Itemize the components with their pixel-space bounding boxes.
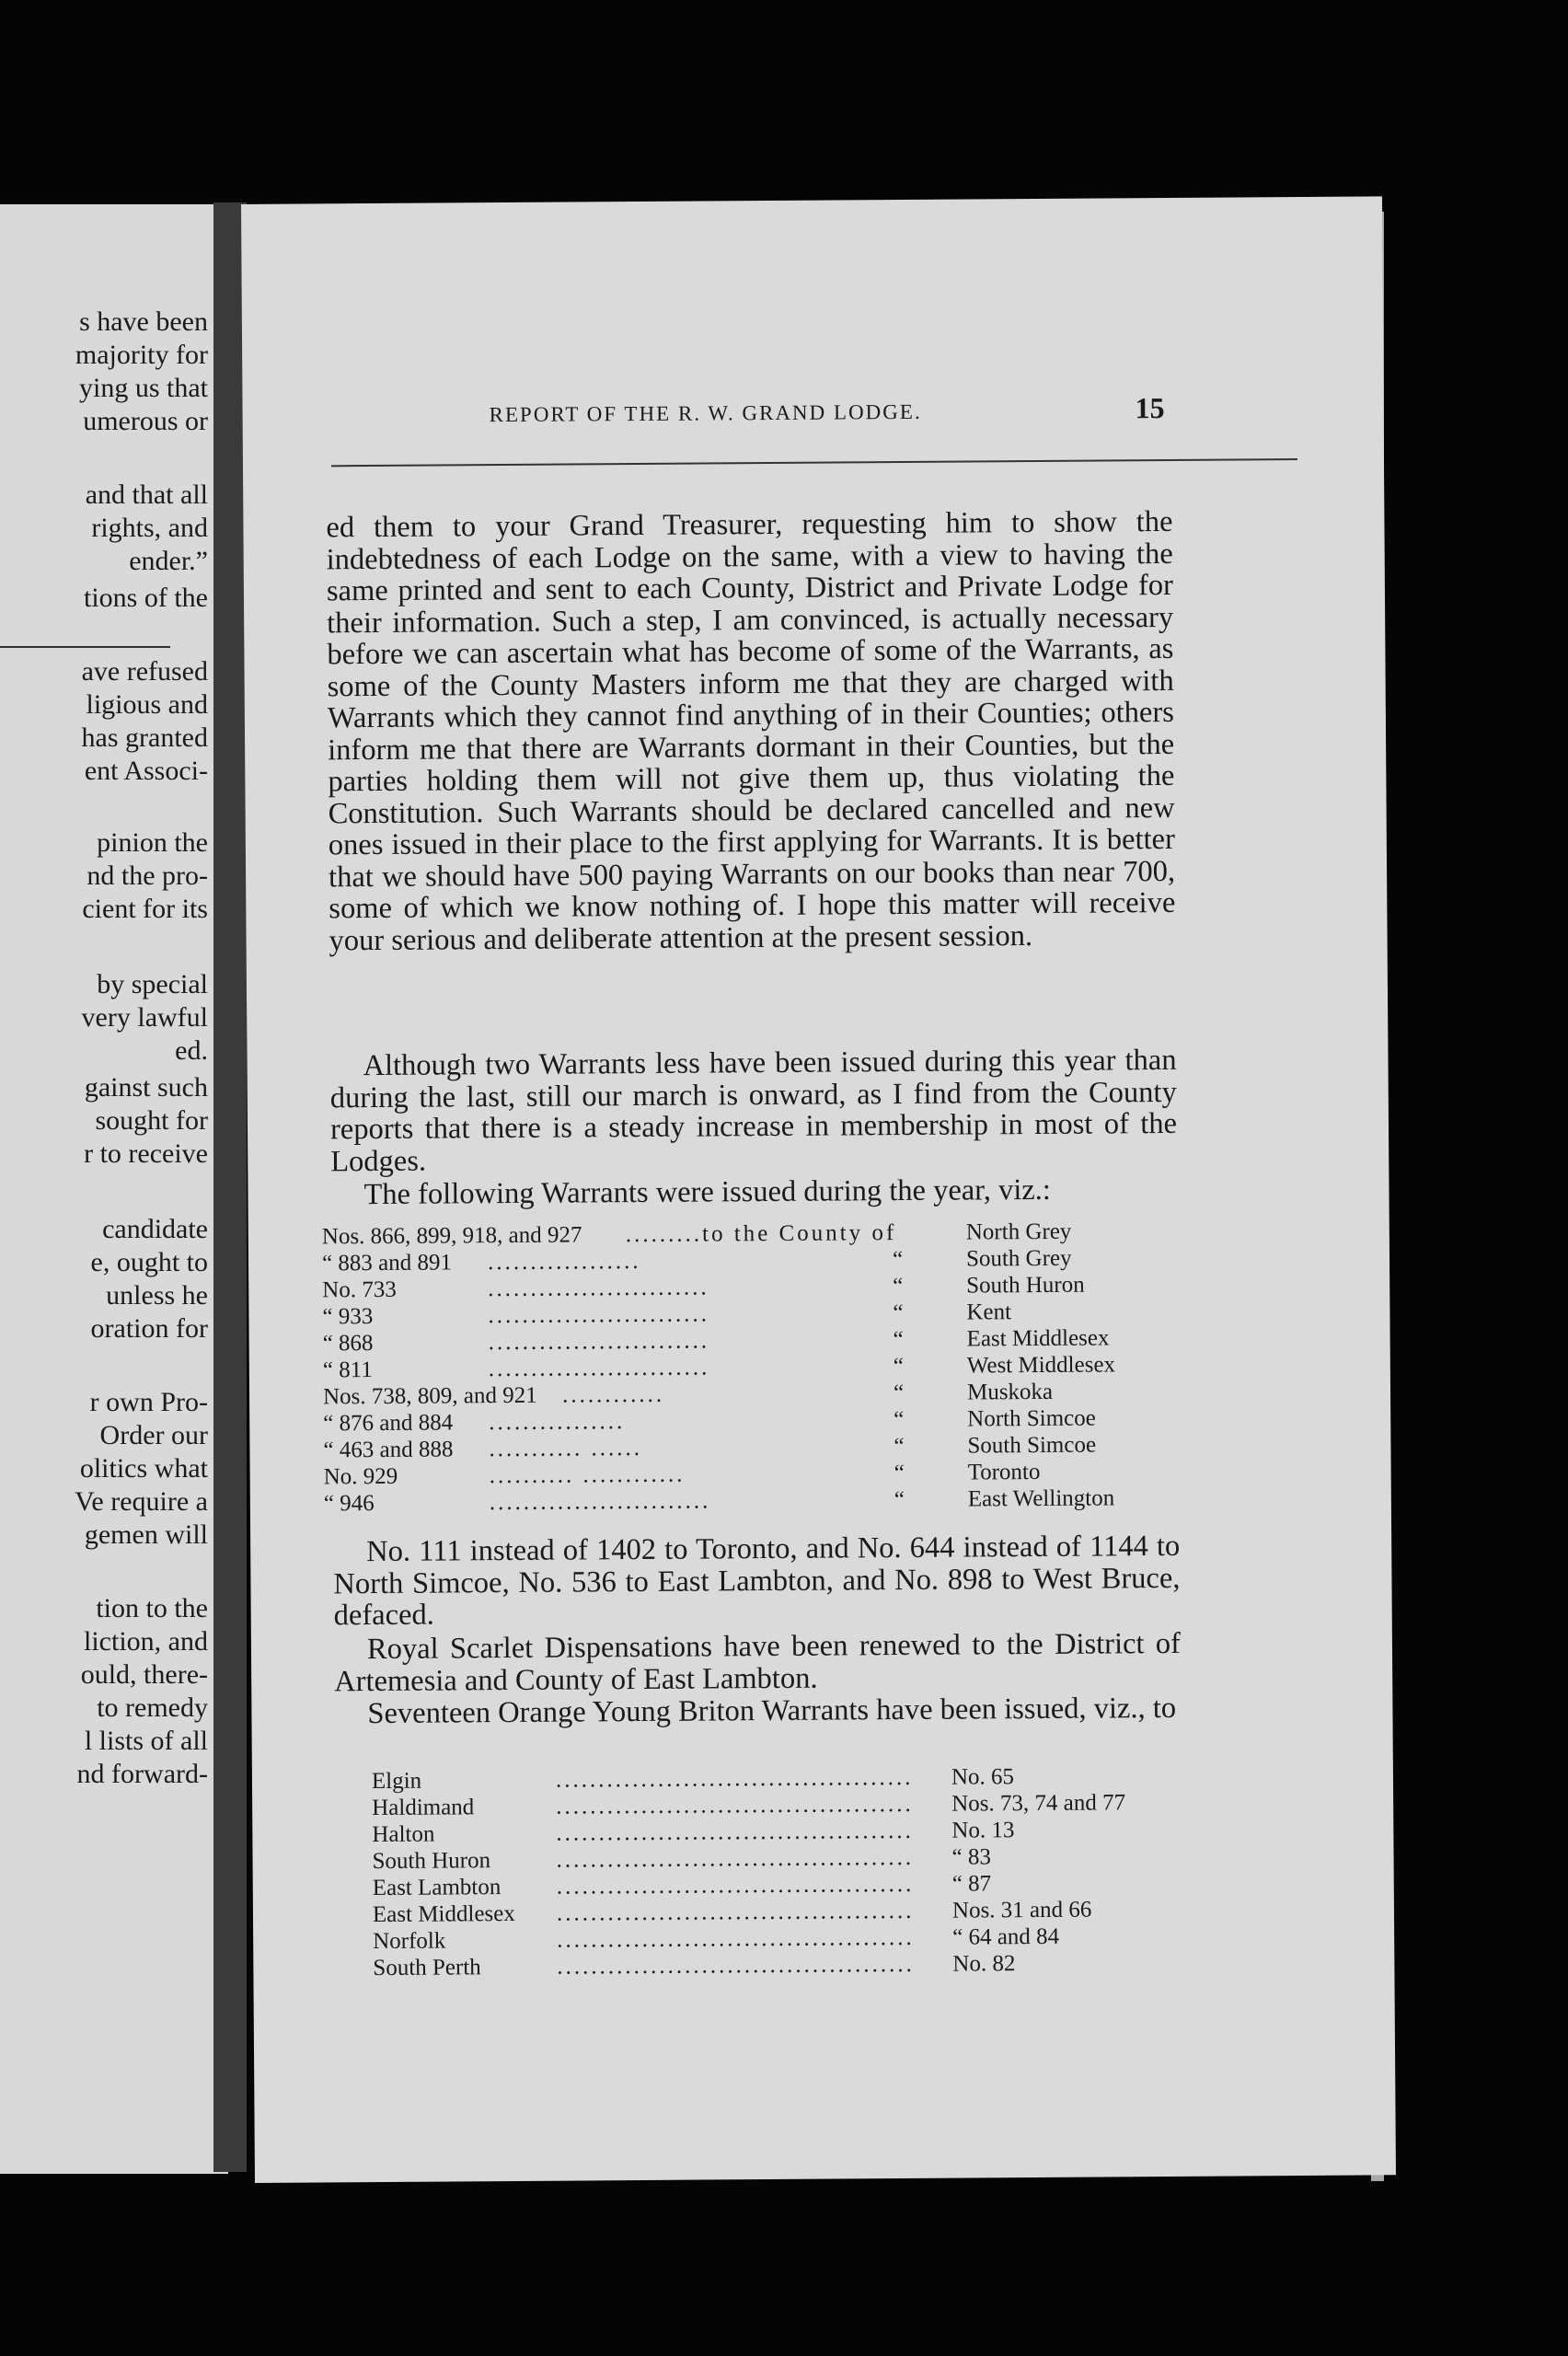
briton-warrant-numbers: “ 64 and 84 [952, 1923, 1060, 1950]
left-page-line: ender.” [129, 546, 208, 576]
paragraph-royal-scarlet: Royal Scarlet Dispensations have been renewed to the District of Artemesia and County of East Lambton. [334, 1626, 1182, 1698]
dot-leader: ................ [489, 1409, 626, 1436]
county-name: North Simcoe [967, 1405, 1096, 1432]
dot-leader: ........... ...... [489, 1435, 643, 1462]
county-name: Kent [966, 1299, 1012, 1325]
briton-warrant-numbers: No. 65 [951, 1764, 1015, 1790]
left-page-line: unless he [106, 1280, 208, 1311]
left-page-line: r own Pro- [89, 1387, 208, 1417]
left-page-line: ent Associ- [84, 756, 208, 786]
paragraph-young-briton: Seventeen Orange Young Briton Warrants have been issued, viz., to [367, 1691, 1177, 1731]
left-page-line: umerous or [83, 406, 208, 436]
left-page-line: nd the pro- [86, 860, 208, 891]
left-page-line: ave refused [81, 656, 208, 687]
left-page-line: oration for [90, 1313, 208, 1344]
briton-warrant-numbers: “ 87 [951, 1871, 992, 1897]
county-name: South Huron [966, 1272, 1085, 1299]
dot-leader: .......................... [489, 1488, 711, 1516]
left-page-line: pinion the [97, 827, 208, 858]
left-page-line: very lawful [81, 1002, 208, 1033]
left-page-line: liction, and [84, 1626, 208, 1657]
paragraph-warrants-intro: The following Warrants were issued during the year, viz.: [363, 1172, 1051, 1212]
warrant-numbers: Nos. 738, 809, and 921 [322, 1382, 537, 1410]
young-briton-table [372, 1762, 1202, 1981]
dot-leader: .......................................... [557, 1951, 915, 1980]
warrant-numbers: “ 868 [322, 1331, 374, 1357]
warrant-numbers: “ 946 [323, 1491, 375, 1517]
paragraph-warrants-less: Although two Warrants less have been issued during this year than during the last, still our march is onward, as I find from the County reports that there is a steady increase in membership in most of the Lodges. [329, 1043, 1178, 1178]
left-page-line: ying us that [79, 373, 208, 403]
briton-warrant-numbers: “ 83 [951, 1844, 992, 1870]
county-name: Muskoka [966, 1379, 1054, 1405]
county-name: Toronto [967, 1459, 1041, 1485]
left-page-line: tion to the [96, 1593, 208, 1623]
dot-leader: .......................... [488, 1301, 710, 1329]
warrant-numbers: No. 929 [323, 1463, 398, 1490]
briton-county: South Perth [373, 1955, 481, 1981]
left-page-line: majority for [75, 340, 208, 370]
left-page-line: olitics what [79, 1453, 208, 1484]
briton-warrant-numbers: Nos. 73, 74 and 77 [951, 1790, 1126, 1817]
briton-county: Elgin [371, 1768, 422, 1795]
left-page-line: r to receive [84, 1138, 208, 1169]
left-page-line: sought for [95, 1105, 208, 1136]
left-page-line: to remedy [97, 1692, 208, 1723]
ditto-mark: “ [893, 1354, 905, 1380]
left-page-line: by special [97, 969, 208, 999]
county-name: East Wellington [967, 1485, 1115, 1512]
right-page [241, 196, 1396, 2183]
left-page-line: s have been [79, 306, 208, 337]
left-page-line: gainst such [84, 1072, 208, 1103]
dot-leader: .......................................... [555, 1764, 914, 1793]
left-page-line: cient for its [82, 894, 208, 924]
left-page-line: Order our [99, 1420, 208, 1450]
book-gutter [213, 202, 247, 2172]
left-page-rule [0, 646, 170, 648]
dot-leader: ............ [561, 1381, 665, 1408]
warrant-numbers: “ 876 and 884 [323, 1410, 454, 1437]
left-page-line: candidate [102, 1214, 208, 1244]
running-head: REPORT OF THE R. W. GRAND LODGE. [489, 399, 922, 427]
briton-county: East Middlesex [372, 1900, 515, 1928]
left-page-line: gemen will [84, 1519, 208, 1550]
briton-warrant-numbers: No. 13 [951, 1818, 1015, 1843]
ditto-mark: “ [894, 1487, 905, 1513]
header-rule [331, 458, 1297, 467]
dot-leader: .......................... [488, 1275, 709, 1302]
county-name: North Grey [965, 1218, 1072, 1245]
warrant-numbers: “ 811 [322, 1357, 373, 1383]
briton-warrant-numbers: No. 82 [952, 1951, 1016, 1977]
briton-warrant-numbers: Nos. 31 and 66 [951, 1897, 1092, 1923]
dot-leader: .......................................... [556, 1818, 914, 1846]
paragraph-defaced: No. 111 instead of 1402 to Toronto, and No. 644 instead of 1144 to North Simcoe, No. 536 to East Lambton, and No. 898 to West Bruce, defaced. [333, 1529, 1181, 1633]
ditto-mark: “ [892, 1247, 904, 1273]
ditto-mark: “ [894, 1434, 905, 1460]
ditto-mark: “ [893, 1380, 905, 1406]
dot-leader: .......................... [488, 1328, 710, 1356]
left-page-line: Ve require a [75, 1486, 208, 1517]
page-number: 15 [1135, 390, 1165, 425]
ditto-mark: “ [893, 1274, 904, 1299]
left-page-line: ould, there- [80, 1659, 208, 1690]
briton-county: Norfolk [373, 1928, 446, 1955]
warrant-numbers: No. 733 [322, 1276, 397, 1303]
dot-leader: .......................................... [557, 1924, 915, 1953]
warrant-numbers: “ 883 and 891 [321, 1250, 453, 1276]
dot-leader: .......................................... [556, 1791, 914, 1819]
warrant-numbers: “ 463 and 888 [323, 1437, 454, 1463]
ditto-mark: “ [894, 1461, 905, 1486]
briton-county: East Lambton [372, 1875, 502, 1901]
dot-leader: .......................................... [556, 1844, 915, 1873]
briton-county: South Huron [372, 1848, 491, 1875]
ditto-mark: “ [893, 1327, 904, 1353]
dot-leader: .........to the County of [625, 1220, 897, 1248]
left-page-line: e, ought to [90, 1247, 208, 1277]
briton-row [373, 1949, 1201, 1981]
left-page [0, 204, 228, 2174]
left-page-line: nd forward- [76, 1759, 208, 1789]
paragraph-continued: ed them to your Grand Treasurer, requesting him to show the indebtedness of each Lodge on the same, with a view to having the same printed and sent to each County, District and Private Lodge for their information. Such a step, I am convinced, is actually necessary before we can ascertain what has become of some of the Warrants, as some of the County Masters inform me that they are charged with Warrants which they cannot find anything of in their Counties; others inform me that there are Warrants dormant in their Counties, but the parties holding them will not give them up, thus violating the Constitution. Such Warrants should be declared cancelled and new ones issued in their place to the first applying for Warrants. It is better that we should have 500 paying Warrants on our books than near 700, some of which we know nothing of. I hope this matter will receive your serious and deliberate attention at the present session. [326, 504, 1176, 957]
county-name: South Grey [965, 1245, 1072, 1272]
warrant-numbers: Nos. 866, 899, 918, and 927 [321, 1222, 582, 1250]
county-name: South Simcoe [967, 1432, 1097, 1459]
warrants-table [322, 1218, 1207, 1518]
left-page-line: l lists of all [84, 1726, 208, 1756]
left-page-line: rights, and [91, 513, 208, 543]
county-name: East Middlesex [966, 1325, 1110, 1352]
left-page-line: tions of the [84, 583, 208, 613]
warrant-numbers: “ 933 [322, 1304, 374, 1330]
dot-leader: .......................................... [556, 1898, 915, 1926]
dot-leader: .......... ............ [489, 1461, 686, 1489]
dot-leader: .......................................... [556, 1871, 915, 1900]
dot-leader: .................. [487, 1248, 641, 1276]
dot-leader: .......................... [488, 1355, 710, 1382]
left-page-line: ed. [175, 1035, 208, 1066]
warrants-row [324, 1484, 1207, 1518]
briton-county: Haldimand [372, 1795, 475, 1821]
ditto-mark: “ [893, 1300, 904, 1326]
briton-county: Halton [372, 1821, 435, 1848]
left-page-line: and that all [85, 479, 208, 510]
left-page-line: has granted [81, 722, 208, 753]
left-page-line: ligious and [86, 689, 208, 720]
ditto-mark: “ [894, 1407, 905, 1433]
county-name: West Middlesex [966, 1352, 1116, 1379]
